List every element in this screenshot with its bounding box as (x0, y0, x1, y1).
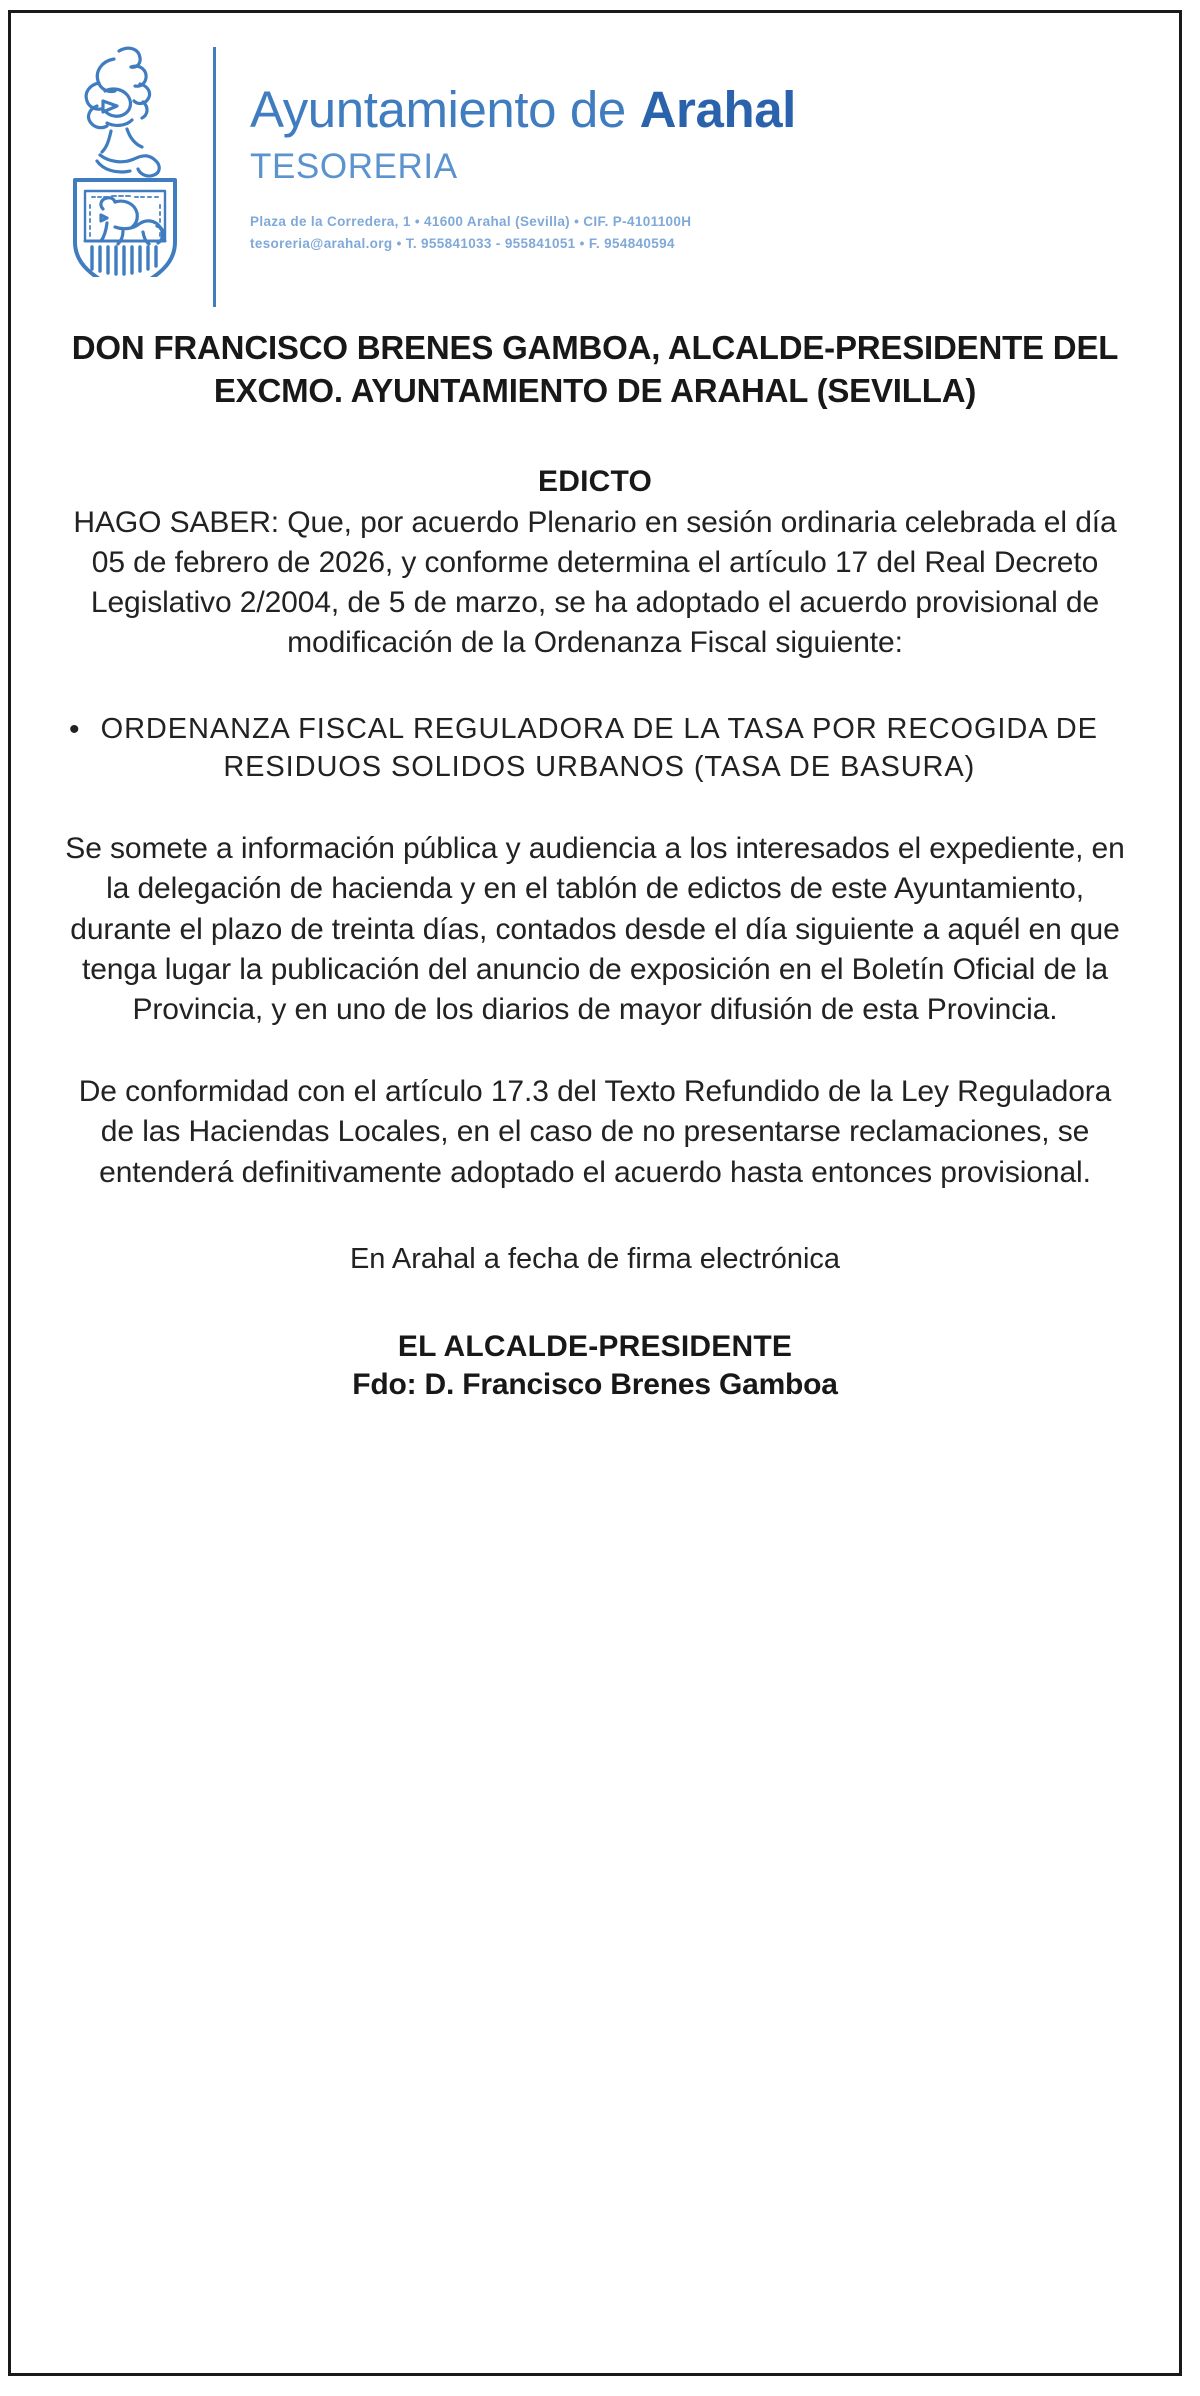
edicto-label: EDICTO (538, 464, 652, 498)
letterhead (11, 13, 1179, 313)
contact-address-line: Plaza de la Corredera, 1 • 41600 Arahal (Sevilla) • CIF. P-4101100H (250, 214, 692, 230)
organization-title-bold: Arahal (639, 81, 796, 138)
contact-email-phone-line: tesoreria@arahal.org • T. 955841033 - 955841051 • F. 954840594 (250, 235, 675, 251)
signature-name: Fdo: D. Francisco Brenes Gamboa (352, 1367, 838, 1401)
arahal-coat-of-arms-icon (59, 35, 191, 277)
closing-place-date: En Arahal a fecha de firma electrónica (349, 1242, 841, 1275)
page-title: DON FRANCISCO BRENES GAMBOA, ALCALDE-PRESIDENTE DEL EXCMO. AYUNTAMIENTO DE ARAHAL (SEVILLA) (71, 329, 1119, 409)
paragraph-hago-saber: HAGO SABER: Que, por acuerdo Plenario en sesión ordinaria celebrada el día 05 de febrero de 2026, y conforme determina el artículo 17 del Real Decreto Legislativo 2/2004, de 5 de marzo, se ha adoptado el acuerdo provisional de modificación de la Ordenanza Fiscal siguiente: (73, 505, 1117, 660)
paragraph-conformidad: De conformidad con el artículo 17.3 del Texto Refundido de la Ley Reguladora de las Haciendas Locales, en el caso de no presentarse reclamaciones, se entenderá definitivamente adoptado el acuerdo hasta entonces provisional. (78, 1075, 1112, 1189)
signature-role: EL ALCALDE-PRESIDENTE (397, 1329, 793, 1363)
organization-title-regular: Ayuntamiento de (250, 81, 640, 138)
signature-block (63, 1330, 1127, 1402)
letterhead-text (216, 35, 1179, 255)
contact-info (250, 211, 1179, 255)
ordinance-list-item (63, 710, 1127, 788)
paragraph-informacion-publica: Se somete a información pública y audiencia a los interesados el expediente, en la delegación de hacienda y en el tablón de edictos de este Ayuntamiento, durante el plazo de treinta días, contados desde el día siguiente a aquél en que tenga lugar la publicación del anuncio de exposición en el Boletín Oficial de la Provincia, y en uno de los diarios de mayor difusión de esta Provincia. (65, 832, 1125, 1026)
document-page (8, 10, 1182, 2376)
ordinance-list-item-label: ORDENANZA FISCAL REGULADORA DE LA TASA POR RECOGIDA DE RESIDUOS SOLIDOS URBANOS (TASA DE BASURA) (100, 712, 1098, 784)
organization-title (250, 83, 1179, 137)
bullet-marker-icon: • (69, 712, 80, 746)
department-name: TESORERIA (250, 147, 458, 187)
document-body (11, 327, 1179, 1402)
